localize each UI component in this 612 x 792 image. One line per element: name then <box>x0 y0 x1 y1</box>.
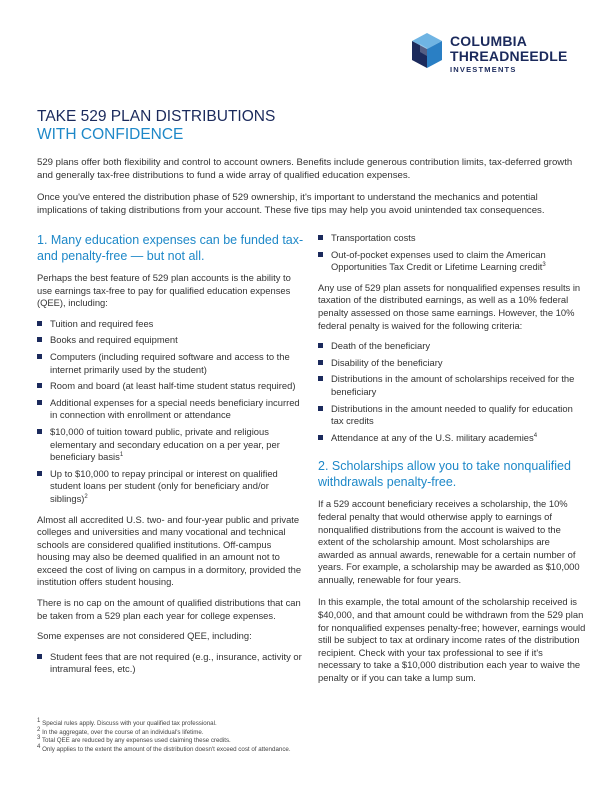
footnote-ref: 4 <box>533 432 538 439</box>
non-qee-item: Transportation costs <box>318 232 586 245</box>
nonqualified-paragraph: Any use of 529 plan assets for nonqualified expenses results in taxation of the distributed earnings, as well as a 10% federal penalty assessed on those same earnings. However, the 10% federal penalty is waived for the following criteria: <box>318 281 581 331</box>
non-qee-item: Out-of-pocket expenses used to claim the American Opportunities Tax Credit or Lifetime Learning credit$^3$ <box>318 249 586 274</box>
intro-paragraph-2: Once you've entered the distribution phase of 529 ownership, it's important to understand the mechanics and potential implications of taking distributions from your account. These five tips may help you avoid unintended tax consequences. <box>37 192 545 216</box>
section-1-paragraph-3: There is no cap on the amount of qualified distributions that can be taken from a 529 plan each year for college expenses. <box>37 597 301 621</box>
logo-text-investments: INVESTMENTS <box>450 65 517 74</box>
section-1-paragraph-2: Almost all accredited U.S. two- and four-year public and private colleges and universities and many vocational and technical schools are considered qualified institutions. Off-campus housing may also be deemed qualified in an amount not to exceed the cost of living on campus in a dormitory, provided the institution offers student housing. <box>37 513 302 588</box>
footnote-ref: 3 <box>542 262 546 269</box>
right-column <box>318 232 586 693</box>
qee-item: Up to $10,000 to repay principal or interest on qualified student loans per student (only for beneficiary and/or siblings)$^2$ <box>37 468 305 506</box>
company-logo <box>410 30 580 78</box>
footnote-ref: 1 <box>119 452 124 458</box>
waiver-item: Distributions in the amount needed to qualify for education tax credits <box>318 403 586 428</box>
footnote: $^4$ Only applies to the extent the amount of the distribution doesn't exceed cost of attendance. <box>37 743 291 753</box>
intro-paragraph-1: 529 plans offer both flexibility and control to account owners. Benefits include generous contribution limits, tax-deferred growth and generally tax-free distributions to fund a wide array of qualified education expenses. <box>37 157 573 181</box>
cube-logo-icon <box>410 32 444 70</box>
section-2-paragraph-2: In this example, the total amount of the scholarship received is $40,000, and that amount could be withdrawn from the 529 plan for nonqualified expenses penalty-free; however, earnings would still be subject to tax at ordinary income rates of the distribution recipient. Check with your tax professional to see if it's necessary to take a $10,000 distribution each year to waive the penalty or if you can take a lump sum. <box>318 596 586 684</box>
section-2-heading: 2. Scholarships allow you to take nonqualified withdrawals penalty-free. <box>318 459 571 490</box>
waiver-item: Distributions in the amount of scholarships received for the beneficiary <box>318 373 586 398</box>
penalty-waiver-list <box>318 340 586 444</box>
title-line-1: TAKE 529 PLAN DISTRIBUTIONS <box>37 108 276 125</box>
section-1-heading: 1. Many education expenses can be funded tax-and penalty-free — but not all. <box>37 233 304 263</box>
page-title <box>37 108 577 144</box>
non-qee-item: Student fees that are not required (e.g., insurance, activity or intramural fees, etc.) <box>37 651 305 676</box>
left-column <box>37 232 305 684</box>
section-1-paragraph-4: Some expenses are not considered QEE, including: <box>37 630 252 642</box>
qee-item: Tuition and required fees <box>37 318 305 331</box>
title-line-2: WITH CONFIDENCE <box>37 126 184 143</box>
qee-item: Additional expenses for a special needs beneficiary incurred in connection with enrollment or attendance <box>37 397 305 422</box>
qee-item: Room and board (at least half-time student status required) <box>37 380 305 393</box>
footnotes <box>37 717 327 754</box>
qee-list <box>37 318 305 506</box>
waiver-item: Disability of the beneficiary <box>318 357 586 370</box>
footnote: $^2$ In the aggregate, over the course of an individual's lifetime. <box>37 726 204 736</box>
qee-item: $10,000 of tuition toward public, private and religious elementary and secondary education on a per year, per beneficiary basis$^1$ <box>37 426 305 464</box>
waiver-item: Death of the beneficiary <box>318 340 586 353</box>
logo-text-threadneedle: THREADNEEDLE <box>450 48 568 64</box>
section-1-paragraph-1: Perhaps the best feature of 529 plan accounts is the ability to use earnings tax-free to pay for qualified education expenses (QEE), including: <box>37 272 291 309</box>
non-qee-list-continued <box>318 232 586 274</box>
footnote: $^3$ Total QEE are reduced by any expenses used claiming these credits. <box>37 735 231 745</box>
footnote: $^1$ Special rules apply. Discuss with your qualified tax professional. <box>37 717 217 727</box>
qee-item: Books and required equipment <box>37 334 305 347</box>
footnote-ref: 2 <box>84 493 88 500</box>
intro-section <box>37 156 582 226</box>
section-2-paragraph-1: If a 529 account beneficiary receives a scholarship, the 10% federal penalty that would otherwise apply to earnings of nonqualified distributions from the account is waived to the extent of the scholarship amount. Most scholarships are awarded as annual awards, renewable for a certain number of years. For example, a scholarship may be awarded as $10,000 annually, renewable for four years. <box>318 498 580 585</box>
qee-item: Computers (including required software and access to the internet primarily used by the student) <box>37 351 305 376</box>
waiver-item: Attendance at any of the U.S. military academies$^4$ <box>318 432 586 445</box>
non-qee-list <box>37 651 305 676</box>
logo-text-columbia: COLUMBIA <box>450 33 528 49</box>
